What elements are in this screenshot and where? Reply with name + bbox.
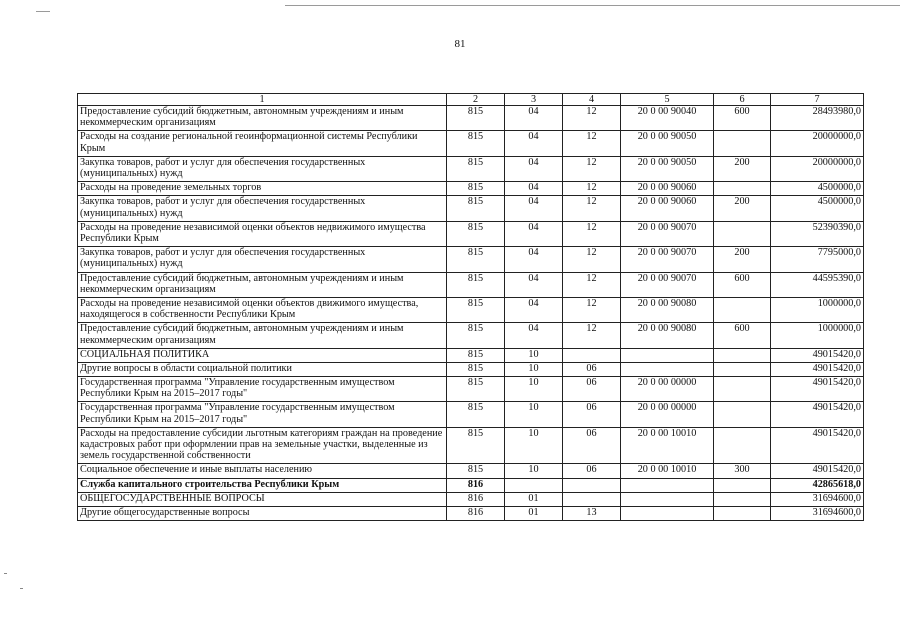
- cell-target-article: 20 0 00 90070: [621, 272, 714, 297]
- page-number: 81: [454, 38, 466, 50]
- table-row: [78, 106, 864, 131]
- row-description: ОБЩЕГОСУДАРСТВЕННЫЕ ВОПРОСЫ: [78, 492, 447, 506]
- cell-section: [505, 478, 563, 492]
- cell-section: 04: [505, 156, 563, 181]
- row-description: Предоставление субсидий бюджетным, автономным учреждениям и иным некоммерческим организациям: [78, 323, 447, 348]
- cell-amount: 4500000,0: [771, 196, 864, 221]
- table-row: [78, 272, 864, 297]
- cell-section: 04: [505, 221, 563, 246]
- cell-subsection: 12: [563, 131, 621, 156]
- cell-admin-code: 815: [447, 377, 505, 402]
- cell-expense-type: 600: [714, 106, 771, 131]
- cell-subsection: [563, 492, 621, 506]
- row-description: Расходы на предоставление субсидии льготным категориям граждан на проведение кадастровых работ при оформлении прав на земельные участки, выделенные из земель государственной собственности: [78, 427, 447, 464]
- cell-amount: 52390390,0: [771, 221, 864, 246]
- cell-expense-type: 200: [714, 247, 771, 272]
- row-description: Предоставление субсидий бюджетным, автономным учреждениям и иным некоммерческим организациям: [78, 106, 447, 131]
- row-description: Закупка товаров, работ и услуг для обеспечения государственных (муниципальных) нужд: [78, 156, 447, 181]
- cell-amount: 49015420,0: [771, 427, 864, 464]
- column-header: 5: [621, 94, 714, 106]
- row-description: Расходы на проведение независимой оценки объектов недвижимого имущества Республики Крым: [78, 221, 447, 246]
- cell-target-article: [621, 348, 714, 362]
- cell-target-article: [621, 492, 714, 506]
- cell-subsection: 12: [563, 247, 621, 272]
- cell-section: 10: [505, 348, 563, 362]
- cell-subsection: 12: [563, 323, 621, 348]
- cell-expense-type: 600: [714, 272, 771, 297]
- table-row: [78, 156, 864, 181]
- cell-subsection: 06: [563, 377, 621, 402]
- cell-target-article: 20 0 00 90060: [621, 196, 714, 221]
- table-row: [78, 297, 864, 322]
- row-description: Расходы на создание региональной геоинформационной системы Республики Крым: [78, 131, 447, 156]
- cell-expense-type: 600: [714, 323, 771, 348]
- cell-amount: 49015420,0: [771, 362, 864, 376]
- row-description: Предоставление субсидий бюджетным, автономным учреждениям и иным некоммерческим организациям: [78, 272, 447, 297]
- row-description: Закупка товаров, работ и услуг для обеспечения государственных (муниципальных) нужд: [78, 247, 447, 272]
- column-header: 3: [505, 94, 563, 106]
- cell-admin-code: 816: [447, 507, 505, 521]
- cell-admin-code: 815: [447, 221, 505, 246]
- cell-admin-code: 815: [447, 402, 505, 427]
- cell-expense-type: [714, 492, 771, 506]
- table-row: [78, 348, 864, 362]
- table-row: [78, 507, 864, 521]
- cell-admin-code: 816: [447, 478, 505, 492]
- cell-target-article: [621, 362, 714, 376]
- scan-speck: [4, 573, 7, 574]
- cell-subsection: 12: [563, 297, 621, 322]
- table-row: [78, 182, 864, 196]
- cell-admin-code: 815: [447, 196, 505, 221]
- cell-subsection: 12: [563, 196, 621, 221]
- cell-amount: 49015420,0: [771, 377, 864, 402]
- table-body: [78, 106, 864, 521]
- row-description: Служба капитального строительства Республики Крым: [78, 478, 447, 492]
- row-description: Расходы на проведение независимой оценки объектов движимого имущества, находящегося в собственности Республики Крым: [78, 297, 447, 322]
- cell-section: 04: [505, 247, 563, 272]
- row-description: Государственная программа "Управление государственным имуществом Республики Крым на 2015–2017 годы": [78, 402, 447, 427]
- table-row: [78, 247, 864, 272]
- cell-expense-type: [714, 348, 771, 362]
- cell-section: 04: [505, 323, 563, 348]
- cell-target-article: 20 0 00 10010: [621, 427, 714, 464]
- column-header: 1: [78, 94, 447, 106]
- cell-expense-type: [714, 182, 771, 196]
- cell-amount: 49015420,0: [771, 464, 864, 478]
- cell-amount: 28493980,0: [771, 106, 864, 131]
- cell-target-article: 20 0 00 90070: [621, 247, 714, 272]
- cell-admin-code: 815: [447, 182, 505, 196]
- budget-table: [77, 93, 864, 521]
- cell-section: 04: [505, 182, 563, 196]
- cell-admin-code: 815: [447, 156, 505, 181]
- cell-amount: 1000000,0: [771, 297, 864, 322]
- cell-expense-type: [714, 221, 771, 246]
- cell-target-article: 20 0 00 90080: [621, 297, 714, 322]
- table-row: [78, 464, 864, 478]
- column-header: 7: [771, 94, 864, 106]
- cell-amount: 20000000,0: [771, 156, 864, 181]
- cell-expense-type: [714, 427, 771, 464]
- scan-speck: [20, 588, 23, 589]
- cell-target-article: 20 0 00 00000: [621, 402, 714, 427]
- cell-amount: 31694600,0: [771, 507, 864, 521]
- top-rule: [285, 5, 900, 6]
- row-description: Расходы на проведение земельных торгов: [78, 182, 447, 196]
- row-description: Социальное обеспечение и иные выплаты населению: [78, 464, 447, 478]
- cell-section: 10: [505, 377, 563, 402]
- cell-section: 10: [505, 464, 563, 478]
- cell-section: 01: [505, 507, 563, 521]
- cell-subsection: 12: [563, 221, 621, 246]
- cell-admin-code: 815: [447, 106, 505, 131]
- table-row: [78, 362, 864, 376]
- cell-section: 10: [505, 362, 563, 376]
- cell-section: 04: [505, 272, 563, 297]
- cell-target-article: 20 0 00 90080: [621, 323, 714, 348]
- cell-amount: 4500000,0: [771, 182, 864, 196]
- column-header: 2: [447, 94, 505, 106]
- cell-admin-code: 815: [447, 362, 505, 376]
- cell-expense-type: 200: [714, 196, 771, 221]
- cell-admin-code: 815: [447, 297, 505, 322]
- cell-target-article: [621, 507, 714, 521]
- cell-amount: 1000000,0: [771, 323, 864, 348]
- table-row: [78, 402, 864, 427]
- cell-expense-type: [714, 297, 771, 322]
- cell-admin-code: 815: [447, 464, 505, 478]
- cell-admin-code: 815: [447, 323, 505, 348]
- cell-expense-type: [714, 402, 771, 427]
- cell-admin-code: 815: [447, 348, 505, 362]
- table-row: [78, 492, 864, 506]
- cell-subsection: [563, 348, 621, 362]
- cell-amount: 20000000,0: [771, 131, 864, 156]
- table-row: [78, 478, 864, 492]
- cell-subsection: 06: [563, 362, 621, 376]
- table-row: [78, 427, 864, 464]
- table-row: [78, 221, 864, 246]
- column-header: 4: [563, 94, 621, 106]
- header-row: [78, 94, 864, 106]
- cell-section: 04: [505, 297, 563, 322]
- cell-expense-type: [714, 507, 771, 521]
- cell-admin-code: 815: [447, 427, 505, 464]
- cell-expense-type: [714, 478, 771, 492]
- cell-amount: 49015420,0: [771, 402, 864, 427]
- cell-subsection: 06: [563, 427, 621, 464]
- cell-admin-code: 815: [447, 247, 505, 272]
- row-description: СОЦИАЛЬНАЯ ПОЛИТИКА: [78, 348, 447, 362]
- row-description: Закупка товаров, работ и услуг для обеспечения государственных (муниципальных) нужд: [78, 196, 447, 221]
- cell-section: 10: [505, 427, 563, 464]
- cell-expense-type: 300: [714, 464, 771, 478]
- table-row: [78, 131, 864, 156]
- cell-expense-type: 200: [714, 156, 771, 181]
- cell-expense-type: [714, 362, 771, 376]
- cell-amount: 31694600,0: [771, 492, 864, 506]
- cell-target-article: 20 0 00 90050: [621, 156, 714, 181]
- cell-admin-code: 816: [447, 492, 505, 506]
- cell-amount: 42865618,0: [771, 478, 864, 492]
- cell-section: 10: [505, 402, 563, 427]
- cell-admin-code: 815: [447, 272, 505, 297]
- table-row: [78, 196, 864, 221]
- cell-amount: 7795000,0: [771, 247, 864, 272]
- cell-amount: 49015420,0: [771, 348, 864, 362]
- cell-section: 04: [505, 131, 563, 156]
- cell-target-article: 20 0 00 90060: [621, 182, 714, 196]
- cell-subsection: 12: [563, 156, 621, 181]
- cell-amount: 44595390,0: [771, 272, 864, 297]
- row-description: Другие вопросы в области социальной политики: [78, 362, 447, 376]
- cell-subsection: 06: [563, 464, 621, 478]
- cell-section: 04: [505, 196, 563, 221]
- cell-subsection: 12: [563, 182, 621, 196]
- cell-section: 01: [505, 492, 563, 506]
- cell-target-article: 20 0 00 10010: [621, 464, 714, 478]
- cell-subsection: [563, 478, 621, 492]
- cell-target-article: 20 0 00 90070: [621, 221, 714, 246]
- cell-subsection: 12: [563, 272, 621, 297]
- top-left-rule: [36, 11, 50, 12]
- column-header: 6: [714, 94, 771, 106]
- cell-subsection: 12: [563, 106, 621, 131]
- cell-target-article: [621, 478, 714, 492]
- cell-expense-type: [714, 131, 771, 156]
- cell-target-article: 20 0 00 90040: [621, 106, 714, 131]
- row-description: Государственная программа "Управление государственным имуществом Республики Крым на 2015–2017 годы": [78, 377, 447, 402]
- row-description: Другие общегосударственные вопросы: [78, 507, 447, 521]
- table-row: [78, 323, 864, 348]
- cell-expense-type: [714, 377, 771, 402]
- cell-subsection: 06: [563, 402, 621, 427]
- cell-admin-code: 815: [447, 131, 505, 156]
- cell-section: 04: [505, 106, 563, 131]
- table-row: [78, 377, 864, 402]
- cell-target-article: 20 0 00 00000: [621, 377, 714, 402]
- cell-target-article: 20 0 00 90050: [621, 131, 714, 156]
- cell-subsection: 13: [563, 507, 621, 521]
